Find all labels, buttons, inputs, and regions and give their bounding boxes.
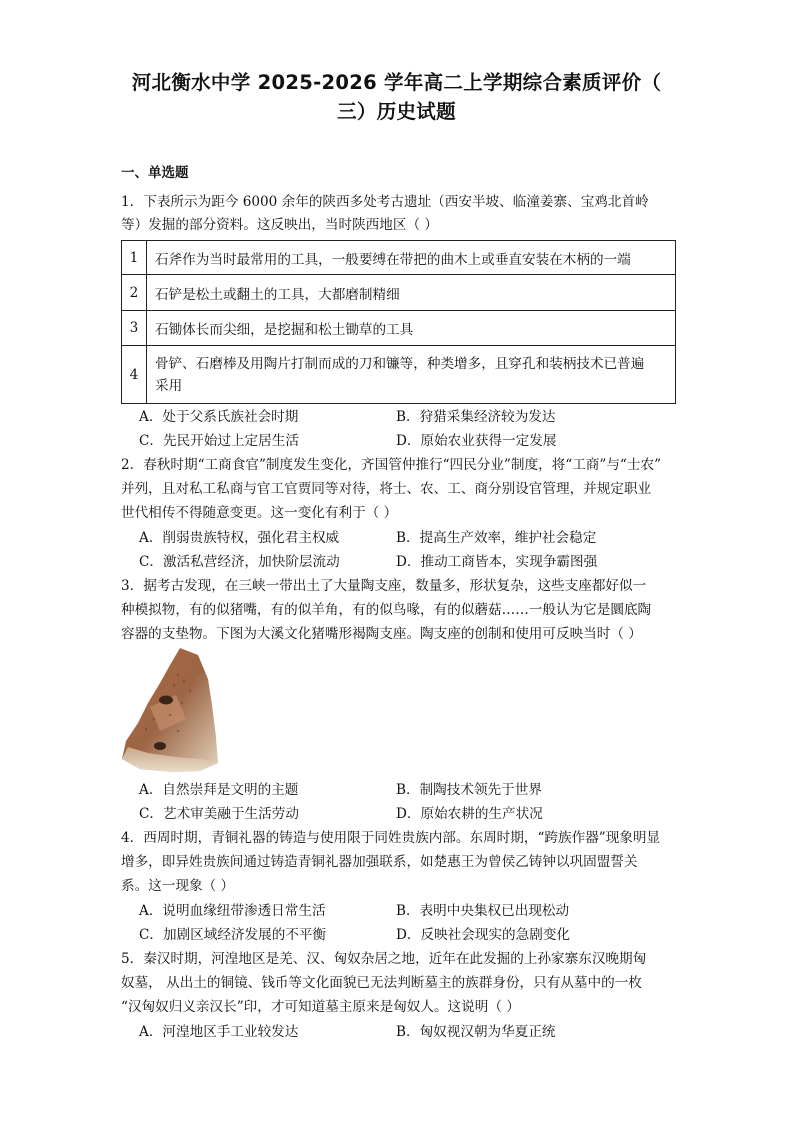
q5-option-a[interactable]: A．河湟地区手工业较发达 bbox=[139, 1024, 299, 1040]
q3-option-c[interactable]: C．艺术审美融于生活劳动 bbox=[139, 806, 299, 822]
q2-stem-line-1: 2．春秋时期“工商食官”制度发生变化，齐国管仲推行“四民分业”制度，将“工商”与“士农” bbox=[121, 457, 662, 473]
q3-stem-line-1: 3．据考古发现，在三峡一带出土了大量陶支座，数量多，形状复杂，这些支座都好似一 bbox=[121, 578, 647, 594]
q2-option-a[interactable]: A．削弱贵族特权，强化君主权威 bbox=[139, 530, 340, 546]
row-number: 2 bbox=[122, 275, 147, 311]
q1-option-b[interactable]: B．狩猎采集经济较为发达 bbox=[396, 409, 556, 425]
q3-stem-line-2: 种模拟物，有的似猪嘴，有的似羊角，有的似鸟喙，有的似蘑菇……一般认为它是圜底陶 bbox=[121, 602, 652, 618]
table-row bbox=[122, 346, 676, 404]
row-text-line-2: 采用 bbox=[155, 377, 183, 394]
row-number: 1 bbox=[122, 241, 147, 275]
row-text: 石锄体长而尖细，是挖掘和松土锄草的工具 bbox=[147, 311, 676, 346]
q1-table bbox=[121, 240, 676, 404]
row-text: 石铲是松土或翻土的工具，大都磨制精细 bbox=[147, 275, 676, 311]
row-text-line-1: 骨铲、石磨棒及用陶片打制而成的刀和镰等，种类增多，且穿孔和装柄技术已普遍 bbox=[155, 355, 645, 372]
q5-stem-line-3: “汉匈奴归义亲汉长”印，才可知道墓主原来是匈奴人。这说明（ ） bbox=[121, 999, 520, 1015]
section-heading: 一、单选题 bbox=[121, 165, 189, 181]
q2-stem-line-2: 并列，且对私工私商与官工官贾同等对待，将士、农、工、商分别设官管理，并规定职业 bbox=[121, 481, 652, 497]
q5-stem-line-2: 奴墓， 从出土的铜镜、钱币等文化面貌已无法判断墓主的族群身份，只有从墓中的一枚 bbox=[121, 975, 642, 991]
q2-option-b[interactable]: B．提高生产效率，维护社会稳定 bbox=[396, 530, 597, 546]
row-number: 3 bbox=[122, 311, 147, 346]
table-row bbox=[122, 311, 676, 346]
q4-stem-line-1: 4．西周时期，青铜礼器的铸造与使用限于同姓贵族内部。东周时期，“跨族作器”现象明显 bbox=[121, 830, 661, 846]
q3-option-b[interactable]: B．制陶技术领先于世界 bbox=[396, 782, 542, 798]
q4-stem-line-3: 系。这一现象（ ） bbox=[121, 878, 235, 894]
table-row bbox=[122, 275, 676, 311]
q1-option-c[interactable]: C．先民开始过上定居生活 bbox=[139, 433, 299, 449]
q3-stem-line-3: 容器的支垫物。下图为大溪文化猪嘴形褐陶支座。陶支座的创制和使用可反映当时（ ） bbox=[121, 626, 642, 642]
q5-option-b[interactable]: B．匈奴视汉朝为华夏正统 bbox=[396, 1024, 556, 1040]
q5-stem-line-1: 5．秦汉时期，河湟地区是羌、汉、匈奴杂居之地，近年在此发掘的上孙家寨东汉晚期匈 bbox=[121, 951, 647, 967]
q2-option-c[interactable]: C．激活私营经济，加快阶层流动 bbox=[139, 554, 340, 570]
q4-option-b[interactable]: B．表明中央集权已出现松动 bbox=[396, 903, 570, 919]
pottery-support-image bbox=[120, 645, 220, 775]
title-line-1: 河北衡水中学 2025-2026 学年高二上学期综合素质评价（ bbox=[131, 71, 662, 94]
q2-stem-line-3: 世代相传不得随意变更。这一变化有利于（ ） bbox=[121, 505, 398, 521]
q1-option-a[interactable]: A．处于父系氏族社会时期 bbox=[139, 409, 299, 425]
q4-option-a[interactable]: A．说明血缘纽带渗透日常生活 bbox=[139, 903, 326, 919]
row-text bbox=[147, 346, 676, 404]
q1-option-d[interactable]: D．原始农业获得一定发展 bbox=[396, 433, 557, 449]
q4-option-c[interactable]: C．加剧区域经济发展的不平衡 bbox=[139, 927, 327, 943]
exam-title bbox=[100, 68, 693, 126]
row-text: 石斧作为当时最常用的工具，一般要缚在带把的曲木上或垂直安装在木柄的一端 bbox=[147, 241, 676, 275]
q3-option-a[interactable]: A．自然崇拜是文明的主题 bbox=[139, 782, 299, 798]
row-number: 4 bbox=[122, 346, 147, 404]
q1-stem-line-2: 等）发掘的部分资料。这反映出，当时陕西地区（ ） bbox=[121, 217, 438, 233]
q3-option-d[interactable]: D．原始农耕的生产状况 bbox=[396, 806, 543, 822]
q1-stem-line-1: 1．下表所示为距今 6000 余年的陕西多处考古遗址（西安半坡、临潼姜寨、宝鸡北首岭 bbox=[121, 194, 649, 210]
table-row bbox=[122, 241, 676, 275]
title-line-2: 三）历史试题 bbox=[337, 100, 456, 123]
q4-option-d[interactable]: D．反映社会现实的急剧变化 bbox=[396, 927, 571, 943]
q2-option-d[interactable]: D．推动工商皆本，实现争霸图强 bbox=[396, 554, 598, 570]
q4-stem-line-2: 增多，即异姓贵族间通过铸造青铜礼器加强联系，如楚惠王为曾侯乙铸钟以巩固盟誓关 bbox=[121, 854, 638, 870]
